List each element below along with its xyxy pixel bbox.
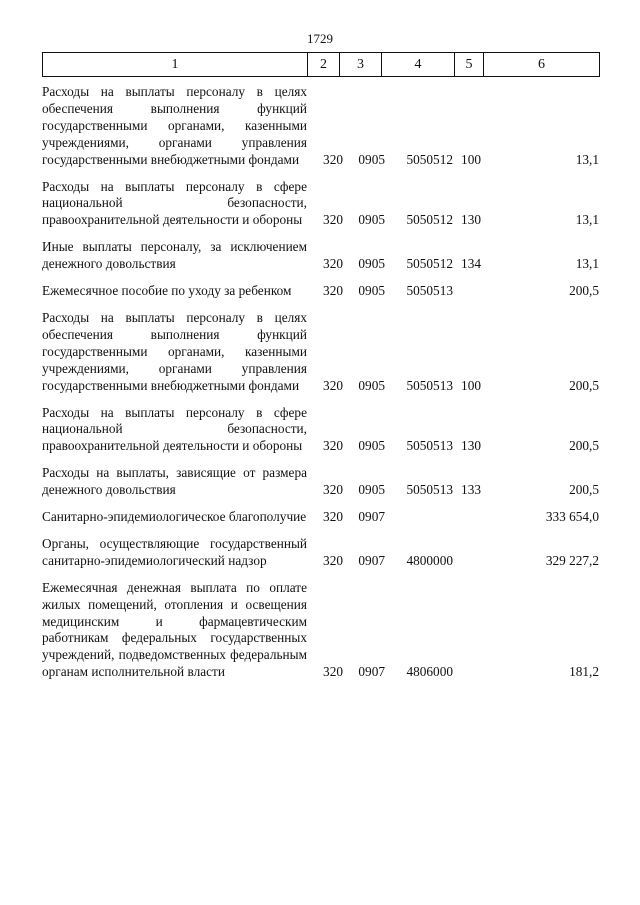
table-row: [42, 283, 599, 300]
row-name: Расходы на выплаты персоналу в целях обеспечения выполнения функций государственными органами, казенными учреждениями, органами управления государственными внебюджетными фондами: [42, 309, 307, 393]
row-col4: 4800000: [406, 552, 453, 568]
row-col3: 0905: [358, 377, 385, 393]
header-col-6: 6: [484, 53, 600, 77]
table-row: [42, 509, 599, 526]
row-name: Органы, осуществляющие государственный санитарно-эпидемиологический надзор: [42, 535, 307, 568]
row-col2: 320: [323, 664, 343, 680]
table-row: [42, 310, 599, 395]
row-col2: 320: [323, 552, 343, 568]
row-col4: 4806000: [406, 664, 453, 680]
row-amount: 200,5: [569, 482, 599, 498]
row-name: Расходы на выплаты персоналу в сфере национальной безопасности, правоохранительной деятельности и обороны: [42, 404, 307, 454]
column-header-table: [42, 52, 600, 77]
row-name: Расходы на выплаты персоналу в целях обеспечения выполнения функций государственными органами, казенными учреждениями, органами управления государственными внебюджетными фондами: [42, 84, 307, 167]
page-number: 1729: [307, 31, 333, 46]
row-col3: 0907: [358, 552, 385, 568]
row-col2: 320: [323, 151, 343, 167]
row-col3: 0905: [358, 151, 385, 167]
row-col3: 0907: [358, 664, 385, 680]
row-col2: 320: [323, 377, 343, 393]
table-row: [42, 405, 599, 456]
table-row: [42, 580, 599, 681]
header-col-3: 3: [340, 53, 382, 77]
row-col4: 5050512: [406, 212, 453, 228]
row-name: Расходы на выплаты, зависящие от размера денежного довольствия: [42, 465, 307, 498]
row-col2: 320: [323, 283, 343, 299]
row-col4: 5050513: [406, 377, 453, 393]
row-amount: 13,1: [575, 151, 599, 167]
row-col4: 5050513: [406, 438, 453, 454]
row-col2: 320: [323, 438, 343, 454]
row-col5: 130: [461, 438, 481, 454]
row-amount: 200,5: [569, 438, 599, 454]
row-amount: 181,2: [569, 664, 599, 680]
row-col4: 5050513: [406, 283, 453, 299]
row-name: Иные выплаты персоналу, за исключением денежного довольствия: [42, 239, 307, 272]
row-col4: 5050512: [406, 151, 453, 167]
row-col3: 0905: [358, 438, 385, 454]
row-col5: 100: [461, 377, 481, 393]
header-col-4: 4: [382, 53, 455, 77]
row-col4: 5050513: [406, 482, 453, 498]
row-col3: 0905: [358, 283, 385, 299]
table-row: [42, 179, 599, 230]
row-col5: 133: [461, 482, 481, 498]
row-col3: 0905: [358, 256, 385, 272]
header-col-2: 2: [308, 53, 340, 77]
table-row: [42, 465, 599, 499]
row-name: Ежемесячная денежная выплата по оплате жилых помещений, отопления и освещения медицинским и фармацевтическим работникам федеральных государственных учреждений, подведомственных федеральным органам исполнительной власти: [42, 579, 307, 680]
table-row: [42, 536, 599, 570]
row-col3: 0905: [358, 212, 385, 228]
row-col2: 320: [323, 256, 343, 272]
row-name: Расходы на выплаты персоналу в сфере национальной безопасности, правоохранительной деятельности и обороны: [42, 178, 307, 228]
row-col2: 320: [323, 509, 343, 525]
budget-table-body: [42, 84, 599, 691]
row-col4: 5050512: [406, 256, 453, 272]
table-row: [42, 84, 599, 169]
table-row: [42, 239, 599, 273]
row-amount: 200,5: [569, 377, 599, 393]
row-col2: 320: [323, 212, 343, 228]
row-amount: 329 227,2: [545, 552, 599, 568]
row-col2: 320: [323, 482, 343, 498]
row-col5: 100: [461, 151, 481, 167]
header-col-5: 5: [455, 53, 484, 77]
row-col5: 130: [461, 212, 481, 228]
row-col3: 0905: [358, 482, 385, 498]
row-name: Ежемесячное пособие по уходу за ребенком: [42, 283, 292, 299]
row-col5: 134: [461, 256, 481, 272]
row-name: Санитарно-эпидемиологическое благополучие: [42, 509, 307, 525]
row-amount: 200,5: [569, 283, 599, 299]
row-amount: 13,1: [575, 212, 599, 228]
row-amount: 13,1: [575, 256, 599, 272]
header-col-1: 1: [43, 53, 308, 77]
row-col3: 0907: [358, 509, 385, 525]
row-amount: 333 654,0: [545, 509, 599, 525]
